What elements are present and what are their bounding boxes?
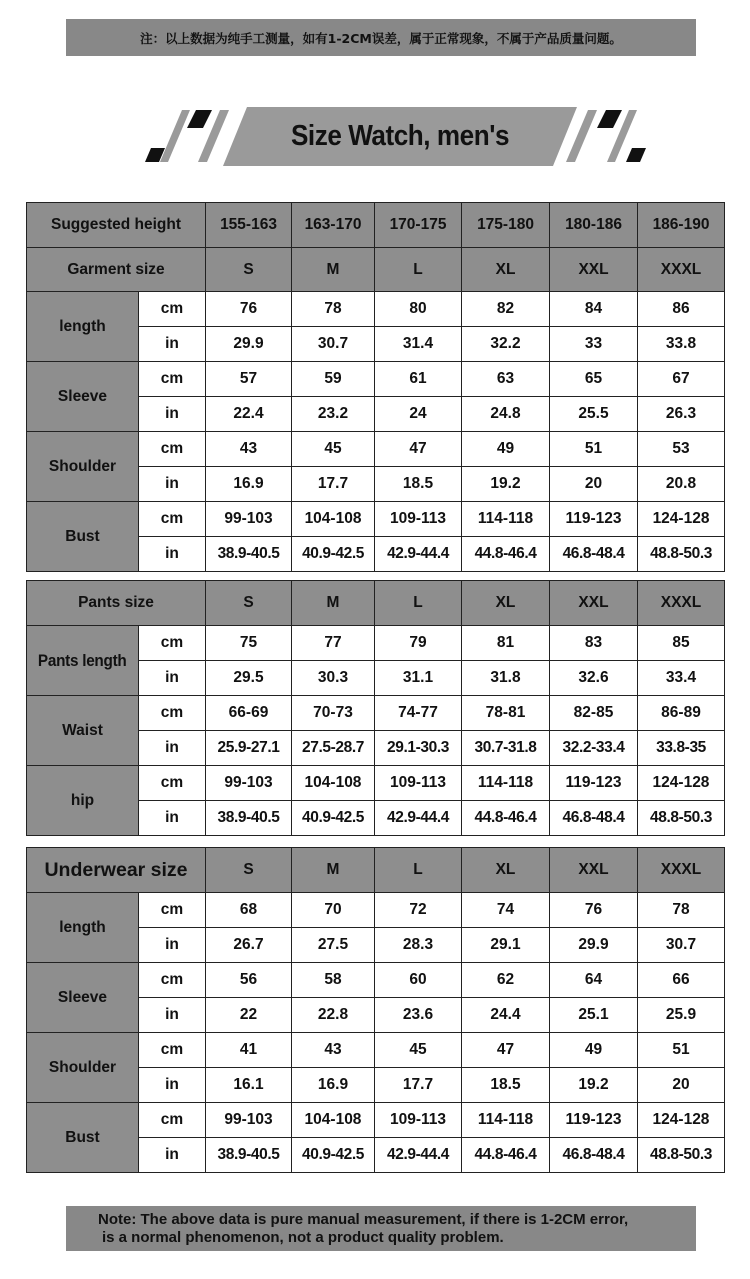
unit-cm: cm xyxy=(139,893,206,928)
value-cell: 45 xyxy=(375,1033,462,1068)
value-cell: 49 xyxy=(550,1033,638,1068)
unit-cm: cm xyxy=(139,502,206,537)
value-cell: 32.6 xyxy=(550,661,638,696)
value-cell: 45 xyxy=(292,432,375,467)
value-cell: 80 xyxy=(375,292,462,327)
value-cell: 48.8-50.3 xyxy=(638,1138,725,1173)
value-cell: 74-77 xyxy=(375,696,462,731)
pants-size-label: Pants size xyxy=(27,581,206,626)
unit-cm: cm xyxy=(139,362,206,397)
value-cell: 86 xyxy=(638,292,725,327)
value-cell: 47 xyxy=(375,432,462,467)
value-cell: 82 xyxy=(462,292,550,327)
size-header: XXXL xyxy=(638,848,725,893)
value-cell: 99-103 xyxy=(206,1103,292,1138)
value-cell: 72 xyxy=(375,893,462,928)
table-row xyxy=(27,766,725,801)
value-cell: 84 xyxy=(550,292,638,327)
value-cell: 16.9 xyxy=(292,1068,375,1103)
value-cell: 20.8 xyxy=(638,467,725,502)
size-header: XXL xyxy=(550,581,638,626)
value-cell: 66-69 xyxy=(206,696,292,731)
value-cell: 27.5-28.7 xyxy=(292,731,375,766)
value-cell: 43 xyxy=(292,1033,375,1068)
value-cell: 29.1 xyxy=(462,928,550,963)
value-cell: 19.2 xyxy=(550,1068,638,1103)
value-cell: 29.9 xyxy=(206,327,292,362)
value-cell: 81 xyxy=(462,626,550,661)
value-cell: 32.2 xyxy=(462,327,550,362)
value-cell: 30.3 xyxy=(292,661,375,696)
height-cell: 170-175 xyxy=(375,203,462,248)
table-row xyxy=(27,893,725,928)
table-row xyxy=(27,1033,725,1068)
value-cell: 42.9-44.4 xyxy=(375,537,462,572)
value-cell: 78 xyxy=(638,893,725,928)
height-row xyxy=(27,203,725,248)
value-cell: 83 xyxy=(550,626,638,661)
value-cell: 75 xyxy=(206,626,292,661)
value-cell: 25.5 xyxy=(550,397,638,432)
unit-cm: cm xyxy=(139,1103,206,1138)
value-cell: 20 xyxy=(550,467,638,502)
value-cell: 68 xyxy=(206,893,292,928)
value-cell: 63 xyxy=(462,362,550,397)
value-cell: 43 xyxy=(206,432,292,467)
value-cell: 77 xyxy=(292,626,375,661)
value-cell: 85 xyxy=(638,626,725,661)
size-header: XXXL xyxy=(638,248,725,292)
table-row xyxy=(27,1103,725,1138)
size-header: S xyxy=(206,248,292,292)
value-cell: 56 xyxy=(206,963,292,998)
value-cell: 26.7 xyxy=(206,928,292,963)
unit-in: in xyxy=(139,467,206,502)
value-cell: 46.8-48.4 xyxy=(550,537,638,572)
value-cell: 32.2-33.4 xyxy=(550,731,638,766)
height-label: Suggested height xyxy=(27,203,206,248)
value-cell: 41 xyxy=(206,1033,292,1068)
value-cell: 65 xyxy=(550,362,638,397)
value-cell: 114-118 xyxy=(462,766,550,801)
size-header: L xyxy=(375,848,462,893)
garment-size-table xyxy=(26,202,725,572)
unit-in: in xyxy=(139,327,206,362)
value-cell: 48.8-50.3 xyxy=(638,537,725,572)
value-cell: 124-128 xyxy=(638,1103,725,1138)
value-cell: 76 xyxy=(206,292,292,327)
size-header: XL xyxy=(462,248,550,292)
row-label: Pants length xyxy=(27,626,139,696)
value-cell: 27.5 xyxy=(292,928,375,963)
table-row xyxy=(27,696,725,731)
height-cell: 163-170 xyxy=(292,203,375,248)
table-row xyxy=(27,292,725,327)
value-cell: 58 xyxy=(292,963,375,998)
value-cell: 33.8-35 xyxy=(638,731,725,766)
value-cell: 26.3 xyxy=(638,397,725,432)
value-cell: 48.8-50.3 xyxy=(638,801,725,836)
unit-cm: cm xyxy=(139,766,206,801)
unit-in: in xyxy=(139,1068,206,1103)
value-cell: 124-128 xyxy=(638,502,725,537)
value-cell: 114-118 xyxy=(462,502,550,537)
size-header: M xyxy=(292,248,375,292)
value-cell: 25.9-27.1 xyxy=(206,731,292,766)
value-cell: 99-103 xyxy=(206,502,292,537)
value-cell: 22.4 xyxy=(206,397,292,432)
value-cell: 24.8 xyxy=(462,397,550,432)
value-cell: 60 xyxy=(375,963,462,998)
value-cell: 17.7 xyxy=(292,467,375,502)
row-label: Shoulder xyxy=(27,1033,139,1103)
value-cell: 44.8-46.4 xyxy=(462,801,550,836)
row-label: Bust xyxy=(27,502,139,572)
height-cell: 180-186 xyxy=(550,203,638,248)
pants-size-table xyxy=(26,580,725,836)
size-header-row xyxy=(27,581,725,626)
table-row xyxy=(27,362,725,397)
size-header: L xyxy=(375,248,462,292)
row-label: Bust xyxy=(27,1103,139,1173)
value-cell: 38.9-40.5 xyxy=(206,537,292,572)
value-cell: 124-128 xyxy=(638,766,725,801)
value-cell: 62 xyxy=(462,963,550,998)
page-title: Size Watch, men's xyxy=(290,119,510,152)
unit-in: in xyxy=(139,537,206,572)
value-cell: 78 xyxy=(292,292,375,327)
garment-size-label: Garment size xyxy=(27,248,206,292)
value-cell: 25.1 xyxy=(550,998,638,1033)
underwear-size-table xyxy=(26,847,725,1173)
unit-in: in xyxy=(139,1138,206,1173)
value-cell: 82-85 xyxy=(550,696,638,731)
value-cell: 70 xyxy=(292,893,375,928)
value-cell: 30.7 xyxy=(638,928,725,963)
value-cell: 59 xyxy=(292,362,375,397)
value-cell: 64 xyxy=(550,963,638,998)
size-header: S xyxy=(206,848,292,893)
value-cell: 25.9 xyxy=(638,998,725,1033)
value-cell: 29.1-30.3 xyxy=(375,731,462,766)
value-cell: 61 xyxy=(375,362,462,397)
value-cell: 24 xyxy=(375,397,462,432)
value-cell: 38.9-40.5 xyxy=(206,1138,292,1173)
unit-in: in xyxy=(139,731,206,766)
value-cell: 33.4 xyxy=(638,661,725,696)
size-header: XL xyxy=(462,581,550,626)
value-cell: 17.7 xyxy=(375,1068,462,1103)
row-label: hip xyxy=(27,766,139,836)
unit-in: in xyxy=(139,998,206,1033)
underwear-size-label: Underwear size xyxy=(27,848,206,893)
value-cell: 51 xyxy=(550,432,638,467)
value-cell: 104-108 xyxy=(292,1103,375,1138)
value-cell: 46.8-48.4 xyxy=(550,801,638,836)
value-cell: 49 xyxy=(462,432,550,467)
unit-cm: cm xyxy=(139,963,206,998)
height-cell: 186-190 xyxy=(638,203,725,248)
unit-in: in xyxy=(139,801,206,836)
unit-in: in xyxy=(139,661,206,696)
value-cell: 67 xyxy=(638,362,725,397)
size-header: XL xyxy=(462,848,550,893)
value-cell: 119-123 xyxy=(550,502,638,537)
table-row xyxy=(27,502,725,537)
value-cell: 57 xyxy=(206,362,292,397)
row-label: Shoulder xyxy=(27,432,139,502)
value-cell: 40.9-42.5 xyxy=(292,1138,375,1173)
value-cell: 47 xyxy=(462,1033,550,1068)
value-cell: 74 xyxy=(462,893,550,928)
value-cell: 33 xyxy=(550,327,638,362)
value-cell: 46.8-48.4 xyxy=(550,1138,638,1173)
value-cell: 70-73 xyxy=(292,696,375,731)
unit-cm: cm xyxy=(139,696,206,731)
value-cell: 29.9 xyxy=(550,928,638,963)
size-header: XXL xyxy=(550,848,638,893)
value-cell: 66 xyxy=(638,963,725,998)
value-cell: 23.6 xyxy=(375,998,462,1033)
value-cell: 76 xyxy=(550,893,638,928)
size-header-row xyxy=(27,248,725,292)
unit-cm: cm xyxy=(139,292,206,327)
value-cell: 44.8-46.4 xyxy=(462,1138,550,1173)
unit-cm: cm xyxy=(139,626,206,661)
value-cell: 119-123 xyxy=(550,766,638,801)
value-cell: 31.4 xyxy=(375,327,462,362)
unit-cm: cm xyxy=(139,432,206,467)
unit-in: in xyxy=(139,397,206,432)
size-header: M xyxy=(292,581,375,626)
value-cell: 20 xyxy=(638,1068,725,1103)
table-row xyxy=(27,432,725,467)
value-cell: 38.9-40.5 xyxy=(206,801,292,836)
value-cell: 24.4 xyxy=(462,998,550,1033)
size-header: S xyxy=(206,581,292,626)
value-cell: 18.5 xyxy=(462,1068,550,1103)
value-cell: 40.9-42.5 xyxy=(292,801,375,836)
value-cell: 86-89 xyxy=(638,696,725,731)
value-cell: 109-113 xyxy=(375,766,462,801)
value-cell: 53 xyxy=(638,432,725,467)
value-cell: 22 xyxy=(206,998,292,1033)
value-cell: 114-118 xyxy=(462,1103,550,1138)
value-cell: 40.9-42.5 xyxy=(292,537,375,572)
value-cell: 30.7-31.8 xyxy=(462,731,550,766)
table-row xyxy=(27,626,725,661)
value-cell: 78-81 xyxy=(462,696,550,731)
value-cell: 23.2 xyxy=(292,397,375,432)
row-label: Sleeve xyxy=(27,963,139,1033)
value-cell: 29.5 xyxy=(206,661,292,696)
bottom-note-line2: is a normal phenomenon, not a product quality problem. xyxy=(102,1228,504,1246)
height-cell: 175-180 xyxy=(462,203,550,248)
value-cell: 79 xyxy=(375,626,462,661)
bottom-note xyxy=(66,1206,696,1251)
value-cell: 104-108 xyxy=(292,766,375,801)
value-cell: 119-123 xyxy=(550,1103,638,1138)
height-cell: 155-163 xyxy=(206,203,292,248)
value-cell: 31.8 xyxy=(462,661,550,696)
value-cell: 109-113 xyxy=(375,502,462,537)
top-note: 注：以上数据为纯手工测量，如有1-2CM误差，属于正常现象，不属于产品质量问题。 xyxy=(66,19,696,56)
value-cell: 22.8 xyxy=(292,998,375,1033)
value-cell: 19.2 xyxy=(462,467,550,502)
value-cell: 109-113 xyxy=(375,1103,462,1138)
unit-cm: cm xyxy=(139,1033,206,1068)
value-cell: 18.5 xyxy=(375,467,462,502)
value-cell: 28.3 xyxy=(375,928,462,963)
row-label: Waist xyxy=(27,696,139,766)
value-cell: 44.8-46.4 xyxy=(462,537,550,572)
row-label: Sleeve xyxy=(27,362,139,432)
size-header: M xyxy=(292,848,375,893)
value-cell: 33.8 xyxy=(638,327,725,362)
value-cell: 42.9-44.4 xyxy=(375,1138,462,1173)
table-row xyxy=(27,963,725,998)
value-cell: 16.1 xyxy=(206,1068,292,1103)
size-header-row xyxy=(27,848,725,893)
bottom-note-line1: Note: The above data is pure manual measurement, if there is 1-2CM error, xyxy=(98,1210,629,1228)
unit-in: in xyxy=(139,928,206,963)
size-header: L xyxy=(375,581,462,626)
row-label: length xyxy=(27,292,139,362)
size-header: XXL xyxy=(550,248,638,292)
value-cell: 51 xyxy=(638,1033,725,1068)
value-cell: 30.7 xyxy=(292,327,375,362)
size-header: XXXL xyxy=(638,581,725,626)
value-cell: 99-103 xyxy=(206,766,292,801)
value-cell: 42.9-44.4 xyxy=(375,801,462,836)
value-cell: 16.9 xyxy=(206,467,292,502)
row-label: length xyxy=(27,893,139,963)
value-cell: 31.1 xyxy=(375,661,462,696)
value-cell: 104-108 xyxy=(292,502,375,537)
